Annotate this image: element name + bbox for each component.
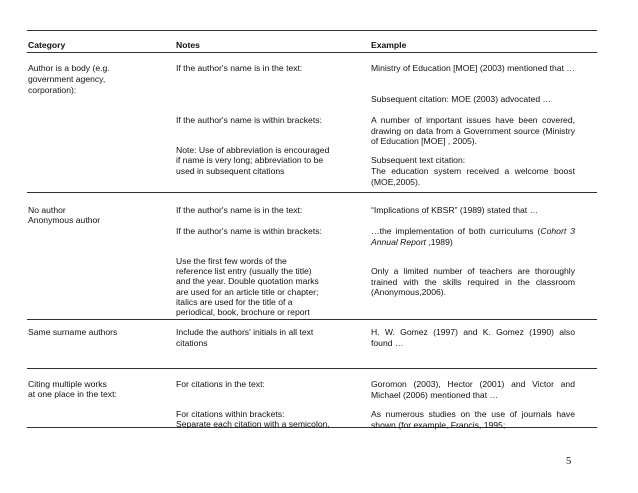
row2-note-line: Use the first few words of the: [176, 256, 287, 266]
row2-example-curriculums: [371, 226, 575, 247]
row1-example-moe-mentioned: Ministry of Education [MOE] (2003) mentioned that …: [371, 63, 575, 73]
row1-note-in-text: If the author's name is in the text:: [176, 63, 303, 73]
row4-note-line: For citations within brackets:: [176, 409, 285, 419]
row2-note-line: italics are used for the title of a: [176, 297, 293, 307]
row2-category-line: Anonymous author: [28, 215, 101, 225]
column-header-example: Example: [371, 40, 407, 50]
row2-example-teachers: Only a limited number of teachers are thoroughly trained with the skills required in the classroom (Anonymous,2006).: [371, 266, 575, 298]
report-title-italic: Cohort 3 Annual Report: [371, 226, 575, 247]
row2-note-line: reference list entry (usually the title): [176, 266, 312, 276]
column-header-category: Category: [28, 40, 66, 50]
row1-category-line: Author is a body (e.g.: [28, 63, 110, 73]
row1-example-subsequent: Subsequent citation: MOE (2003) advocated …: [371, 94, 552, 104]
row4-category-line: at one place in the text:: [28, 389, 117, 399]
row2-note-line: are used for an article title or chapter;: [176, 287, 319, 297]
page-number: 5: [566, 456, 572, 467]
row1-note-brackets: If the author's name is within brackets:: [176, 115, 322, 125]
row2-note-in-text: If the author's name is in the text:: [176, 205, 303, 215]
header-bottom-rule: [27, 52, 597, 53]
row1-note-abbrev-line: used in subsequent citations: [176, 166, 285, 176]
example-text: ,1989): [425, 236, 453, 247]
row2-note-line: periodical, book, brochure or report: [176, 307, 310, 317]
row1-example-subsequent-label: Subsequent text citation:: [371, 155, 466, 165]
row4-example-journals: As numerous studies on the use of journals have shown (for example, Francis, 1995;: [371, 409, 575, 430]
row1-note-abbrev-line: Note: Use of abbreviation is encouraged: [176, 145, 330, 155]
row2-category-line: No author: [28, 205, 66, 215]
row1-note-abbrev-line: if name is very long; abbreviation to be: [176, 155, 324, 165]
row4-example-goromon: Goromon (2003), Hector (2001) and Victor and Michael (2006) mentioned that …: [371, 379, 575, 400]
row3-example-gomez: H. W. Gomez (1997) and K. Gomez (1990) also found …: [371, 327, 575, 348]
row-separator: [27, 368, 597, 369]
row4-note-in-text: For citations in the text:: [176, 379, 265, 389]
row4-note-line: Separate each citation with a semicolon.: [176, 419, 330, 429]
table-top-rule: [27, 30, 597, 31]
row-separator: [27, 319, 597, 320]
row-separator: [27, 192, 597, 193]
row1-category-line: corporation):: [28, 85, 77, 95]
row2-note-line: and the year. Double quotation marks: [176, 276, 319, 286]
row3-note-line: Include the authors' initials in all text: [176, 327, 314, 337]
row4-category-line: Citing multiple works: [28, 379, 107, 389]
example-text: …the implementation of both curriculums (: [371, 226, 541, 236]
row1-example-issues: A number of important issues have been covered, drawing on data from a Government source (Ministry of Education [MOE] , 2005).: [371, 115, 575, 147]
row2-example-kbsr: “Implications of KBSR” (1989) stated that …: [371, 205, 539, 215]
row1-category-line: government agency,: [28, 74, 106, 84]
row3-note-line: citations: [176, 338, 208, 348]
column-header-notes: Notes: [176, 40, 200, 50]
row3-category: Same surname authors: [28, 327, 118, 337]
row2-note-brackets: If the author's name is within brackets:: [176, 226, 322, 236]
row1-example-boost: The education system received a welcome boost (MOE,2005).: [371, 166, 575, 187]
